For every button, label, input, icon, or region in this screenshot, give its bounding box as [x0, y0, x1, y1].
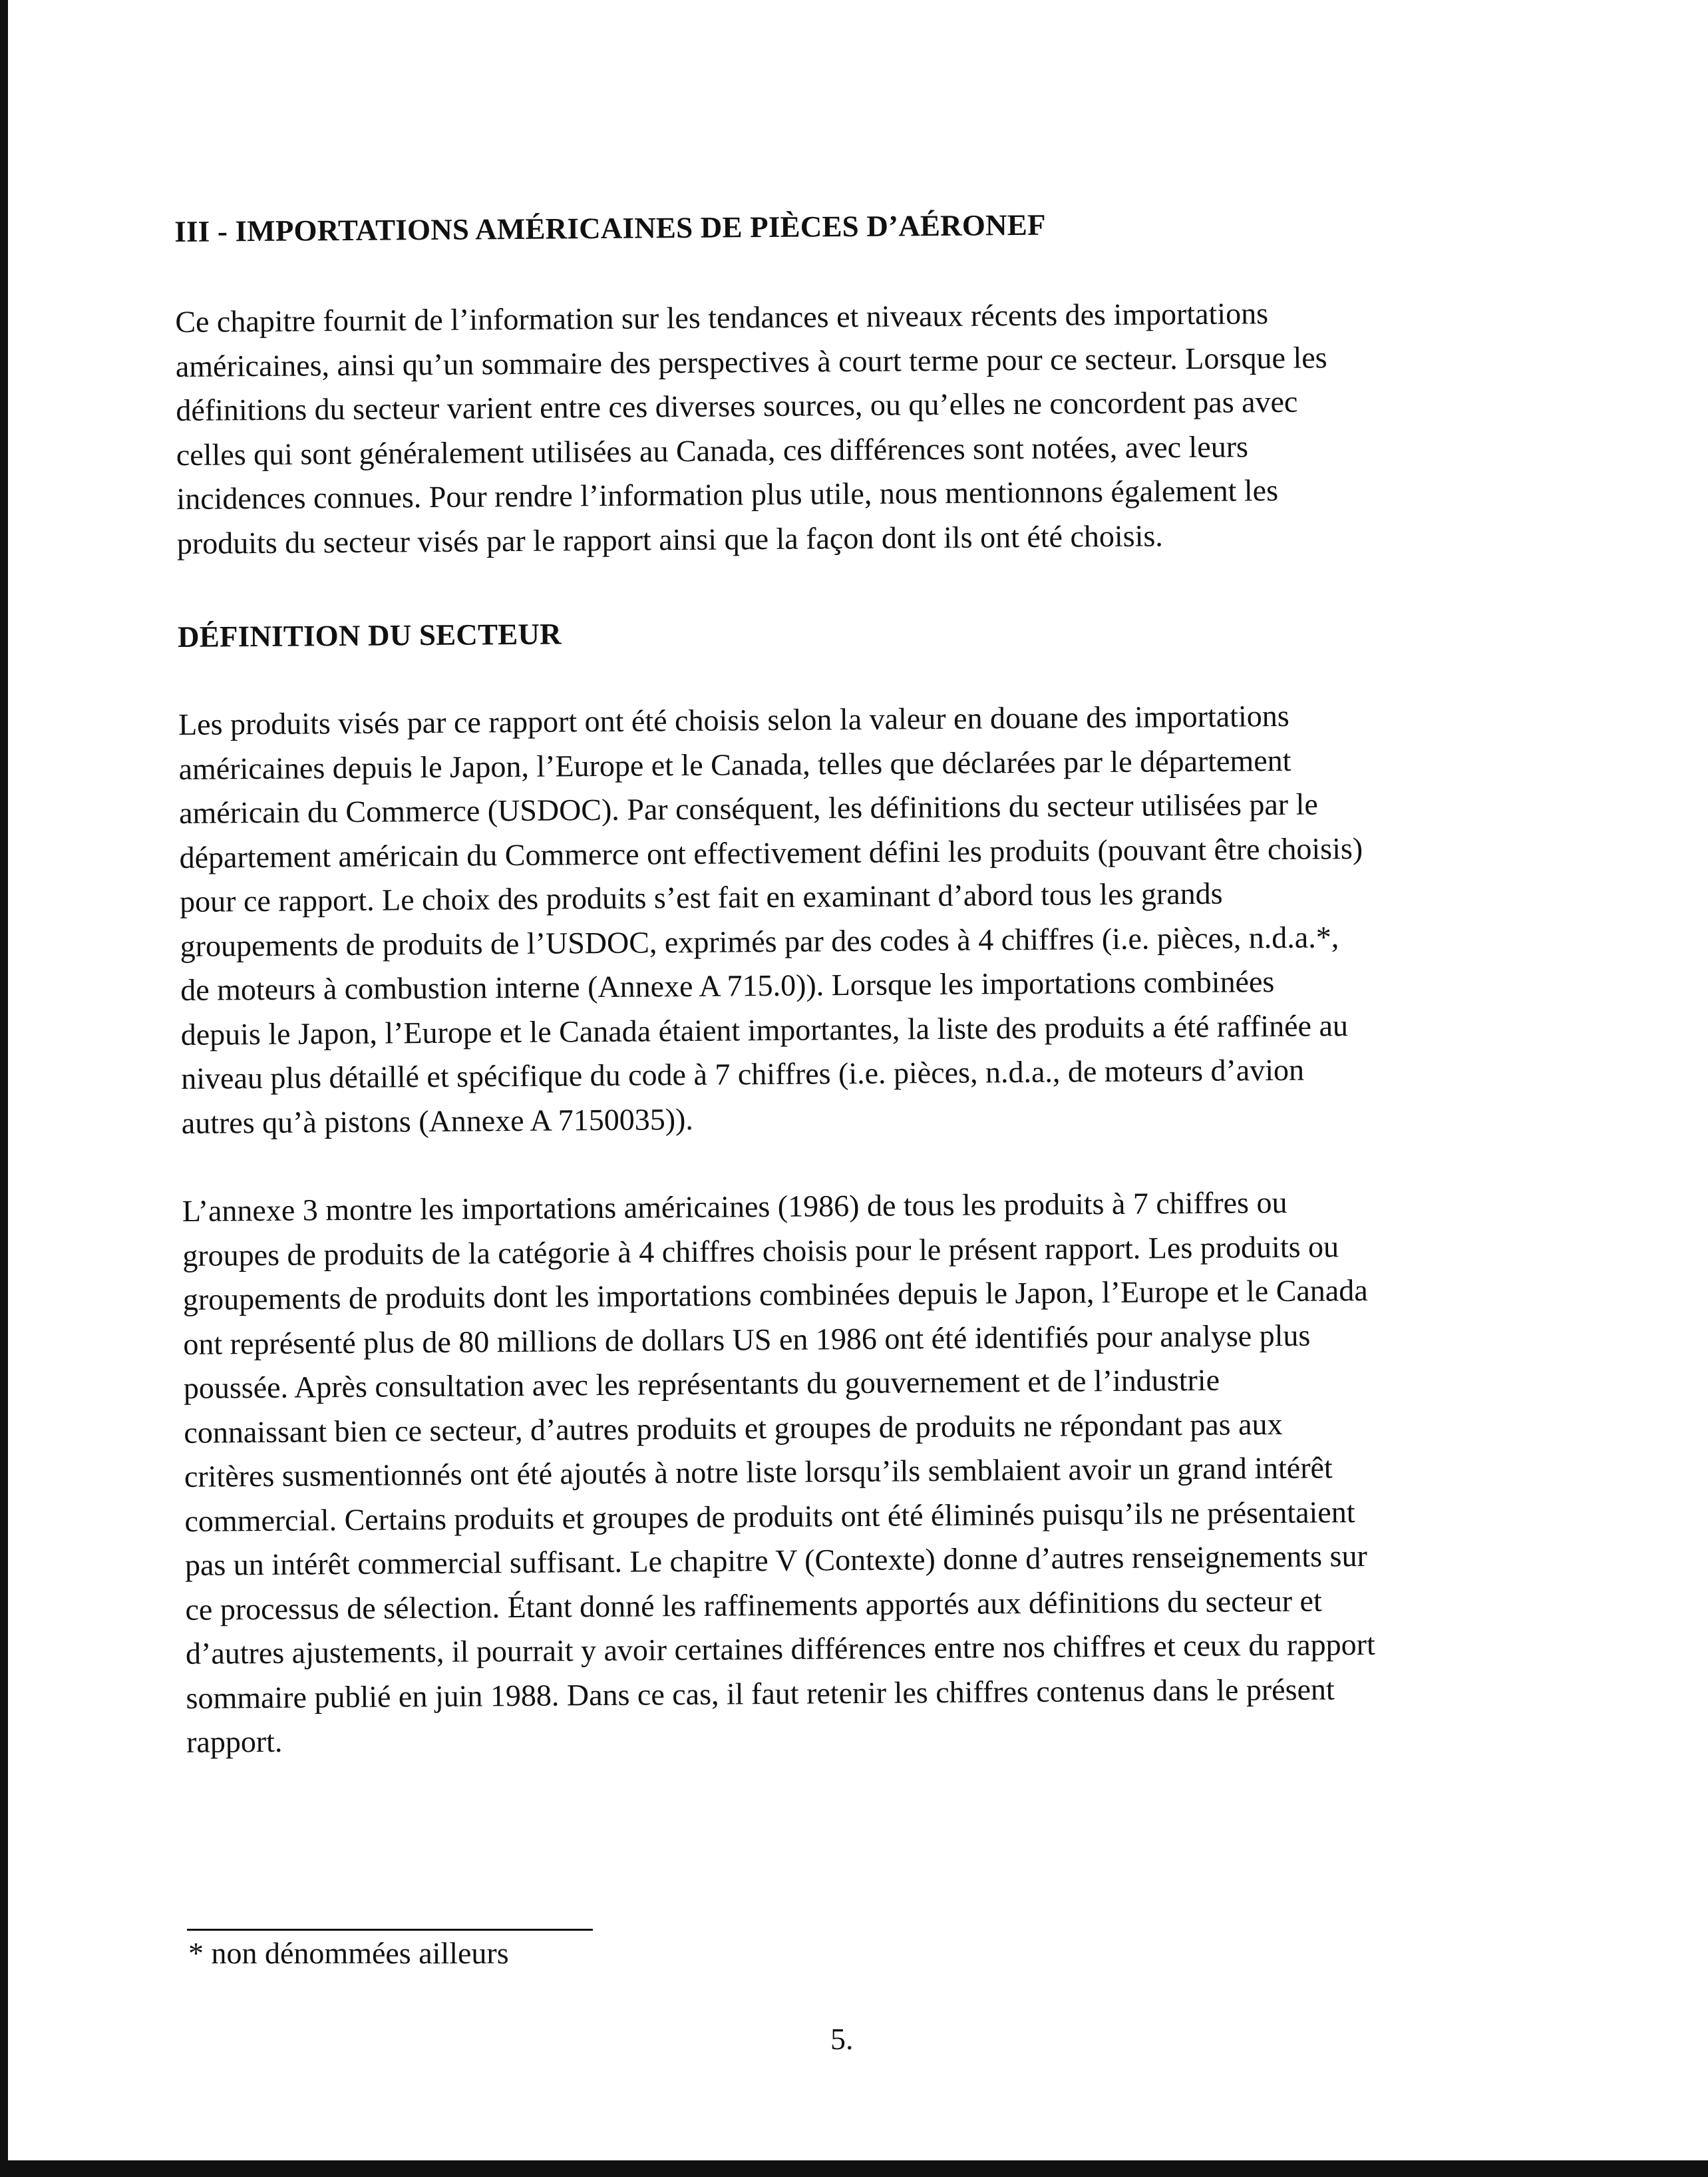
intro-paragraph: [175, 290, 1514, 566]
paragraph-line: ont représenté plus de 80 millions de dollars US en 1986 ont été identifiés pour analyse plus: [183, 1318, 1311, 1361]
paragraph-line: ce processus de sélection. Étant donné les raffinements apportés aux définitions du secteur et: [185, 1583, 1322, 1627]
paragraph-line: celles qui sont généralement utilisées au Canada, ces différences sont notées, avec leurs: [176, 429, 1249, 472]
paragraph-line: américaines depuis le Japon, l’Europe et le Canada, telles que déclarées par le département: [178, 743, 1291, 786]
paragraph-line: d’autres ajustements, il pourrait y avoir certaines différences entre nos chiffres et ceux du rapport: [185, 1627, 1375, 1671]
paragraph-line: Les produits visés par ce rapport ont été choisis selon la valeur en douane des importations: [178, 698, 1289, 741]
paragraph-line: américain du Commerce (USDOC). Par conséquent, les définitions du secteur utilisées par le: [178, 787, 1319, 830]
paragraph-line: connaissant bien ce secteur, d’autres produits et groupes de produits ne répondant pas aux: [184, 1406, 1283, 1450]
page-body: [174, 199, 1524, 1764]
paragraph-line: Ce chapitre fournit de l’information sur les tendances et niveaux récents des importations: [175, 296, 1269, 339]
scan-left-edge: [0, 0, 8, 2177]
paragraph-line: L’annexe 3 montre les importations américaines (1986) de tous les produits à 7 chiffres ou: [182, 1185, 1287, 1228]
scan-bottom-edge: [0, 2160, 1708, 2177]
footnote-divider: [187, 1929, 593, 1931]
paragraph-line: groupes de produits de la catégorie à 4 chiffres choisis pour le présent rapport. Les produits ou: [182, 1229, 1339, 1273]
definition-paragraph: [178, 692, 1519, 1145]
paragraph-line: poussée. Après consultation avec les représentants du gouvernement et de l’industrie: [183, 1362, 1220, 1405]
paragraph-line: incidences connues. Pour rendre l’information plus utile, nous mentionnons également les: [176, 473, 1279, 516]
paragraph-line: sommaire publié en juin 1988. Dans ce cas, il faut retenir les chiffres contenus dans le présent: [186, 1671, 1335, 1715]
page-number: 5.: [830, 2022, 854, 2056]
selection-paragraph: [182, 1179, 1524, 1764]
section-heading: DÉFINITION DU SECTEUR: [177, 617, 562, 654]
paragraph-line: de moteurs à combustion interne (Annexe A 715.0)). Lorsque les importations combinées: [180, 964, 1275, 1007]
paragraph-line: depuis le Japon, l’Europe et le Canada étaient importantes, la liste des produits a été raffinée au: [180, 1008, 1349, 1052]
paragraph-line: américaines, ainsi qu’un sommaire des perspectives à court terme pour ce secteur. Lorsque les: [175, 339, 1327, 383]
paragraph-line: rapport.: [186, 1724, 283, 1759]
paragraph-line: groupements de produits de l’USDOC, exprimés par des codes à 4 chiffres (i.e. pièces, n.d.a.*,: [180, 919, 1339, 963]
paragraph-line: niveau plus détaillé et spécifique du code à 7 chiffres (i.e. pièces, n.d.a., de moteurs d’avion: [181, 1052, 1305, 1095]
paragraph-line: commercial. Certains produits et groupes de produits ont été éliminés puisqu’ils ne présentaient: [184, 1494, 1355, 1538]
paragraph-line: département américain du Commerce ont effectivement défini les produits (pouvant être choisis): [179, 831, 1363, 875]
paragraph-line: groupements de produits dont les importations combinées depuis le Japon, l’Europe et le Canada: [182, 1273, 1368, 1316]
paragraph-line: critères susmentionnés ont été ajoutés à notre liste lorsqu’ils semblaient avoir un grand intérêt: [184, 1450, 1333, 1493]
paragraph-line: autres qu’à pistons (Annexe A 7150035)).: [181, 1101, 694, 1140]
paragraph-line: définitions du secteur varient entre ces diverses sources, ou qu’elles ne concordent pas avec: [176, 384, 1298, 427]
paragraph-line: pas un intérêt commercial suffisant. Le chapitre V (Contexte) donne d’autres renseignements sur: [184, 1538, 1367, 1582]
chapter-heading: III - IMPORTATIONS AMÉRICAINES DE PIÈCES D’AÉRONEF: [174, 208, 1046, 248]
footnote: * non dénommées ailleurs: [188, 1936, 509, 1970]
paragraph-line: pour ce rapport. Le choix des produits s’est fait en examinant d’abord tous les grands: [179, 876, 1223, 918]
paragraph-line: produits du secteur visés par le rapport ainsi que la façon dont ils ont été choisis.: [176, 518, 1163, 560]
